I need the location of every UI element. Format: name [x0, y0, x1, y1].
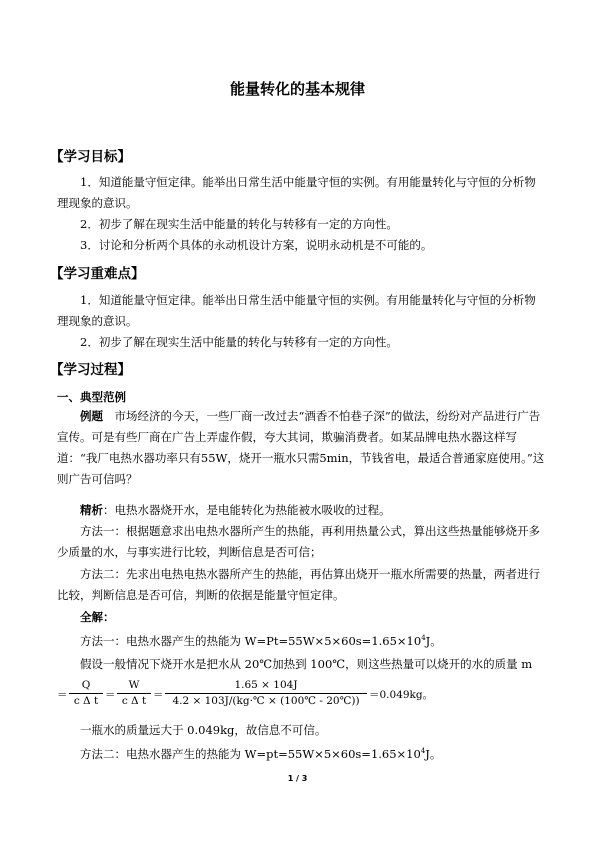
key-point-item-1: 1．知道能量守恒定律。能举出日常生活中能量守恒的实例。有用能量转化与守恒的分析物理现象的意识。 — [57, 293, 536, 328]
goal-item-1: 1．知道能量守恒定律。能举出日常生活中能量守恒的实例。有用能量转化与守恒的分析物理现象的意识。 — [57, 175, 536, 210]
mass-formula — [57, 678, 557, 712]
sol1-unit: J。 — [425, 634, 442, 648]
example-label: 例题 — [80, 409, 103, 423]
formula-result: ＝0.049kg。 — [369, 689, 434, 701]
fraction-1-denominator: c Δ t — [73, 695, 99, 707]
formula-eq-1: ＝ — [57, 689, 68, 701]
example-paragraph — [57, 406, 547, 490]
sol2-unit: J。 — [425, 747, 442, 761]
fraction-w-over-cdt — [117, 678, 151, 709]
fraction-2-denominator: c Δ t — [121, 695, 147, 707]
solution-label-line — [57, 607, 547, 628]
assumption-line: 假设一般情况下烧开水是把水从 20℃加热到 100℃，则这些热量可以烧开的水的质量 m — [80, 657, 533, 671]
example-text: 市场经济的今天，一些厂商一改过去“酒香不怕巷子深”的做法，纷纷对产品进行广告宣传。可是有些厂商在广告上弄虚作假，夸大其词，欺骗消费者。如某品牌电热水器这样写道：“我厂电热水器功率只有55W，烧开一瓶水只需5min，节钱省电，最适合普通家庭使用。”这则广告可信吗？ — [57, 409, 545, 486]
sol2-exponent: 4 — [420, 747, 426, 756]
sol1-text: 方法一：电热水器产生的热能为 W=Pt=55W×5×60s=1.65×10 — [80, 634, 422, 648]
fraction-1-numerator: Q — [81, 679, 91, 691]
fraction-3-denominator: 4.2 × 103J/(kg·℃ × (100℃ - 20℃)) — [172, 695, 360, 707]
solution-method1-line — [57, 631, 547, 652]
fraction-2-numerator: W — [128, 679, 140, 691]
key-point-item-2: 2．初步了解在现实生活中能量的转化与转移有一定的方向性。 — [80, 335, 398, 349]
analysis-paragraph — [57, 500, 547, 521]
subheading-examples: 一、典型范例 — [57, 390, 126, 404]
heading-key-points: 【学习重难点】 — [50, 266, 145, 282]
sol1-exponent: 4 — [421, 634, 426, 643]
formula-eq-2: ＝ — [105, 689, 116, 701]
formula-eq-3: ＝ — [153, 689, 164, 701]
solution-colon: ： — [103, 610, 115, 624]
sol2-text: 方法二：电热水器产生的热能为 W=pt=55W×5×60s=1.65×10 — [80, 747, 421, 761]
goal-item-2: 2．初步了解在现实生活中能量的转化与转移有一定的方向性。 — [80, 217, 398, 231]
page-title: 能量转化的基本规律 — [229, 80, 365, 98]
page-number: 1 / 3 — [287, 774, 308, 783]
solution-label: 全解 — [80, 610, 103, 624]
heading-process: 【学习过程】 — [50, 362, 131, 378]
method2-intro: 方法二：先求出电热电热水器所产生的热能，再估算出烧开一瓶水所需要的热量，两者进行比较，判断信息是否可信，判断的依据是能量守恒定律。 — [57, 567, 540, 602]
fraction-numeric — [165, 678, 367, 709]
conclusion-line: 一瓶水的质量远大于 0.049kg，故信息不可信。 — [80, 723, 327, 737]
method1-intro: 方法一：根据题意求出电热水器所产生的热能，再利用热量公式，算出这些热量能够烧开多少质量的水，与事实进行比较，判断信息是否可信； — [57, 524, 540, 559]
analysis-label: 精析 — [80, 503, 103, 517]
fraction-3-numerator: 1.65 × 104J — [234, 679, 298, 691]
analysis-text: ：电热水器烧开水，是电能转化为热能被水吸收的过程。 — [103, 503, 391, 517]
heading-goals: 【学习目标】 — [50, 149, 131, 165]
solution-method2-line — [57, 744, 547, 765]
fraction-q-over-cdt — [69, 678, 103, 709]
goal-item-3: 3．讨论和分析两个具体的永动机设计方案，说明永动机是不可能的。 — [80, 238, 433, 252]
